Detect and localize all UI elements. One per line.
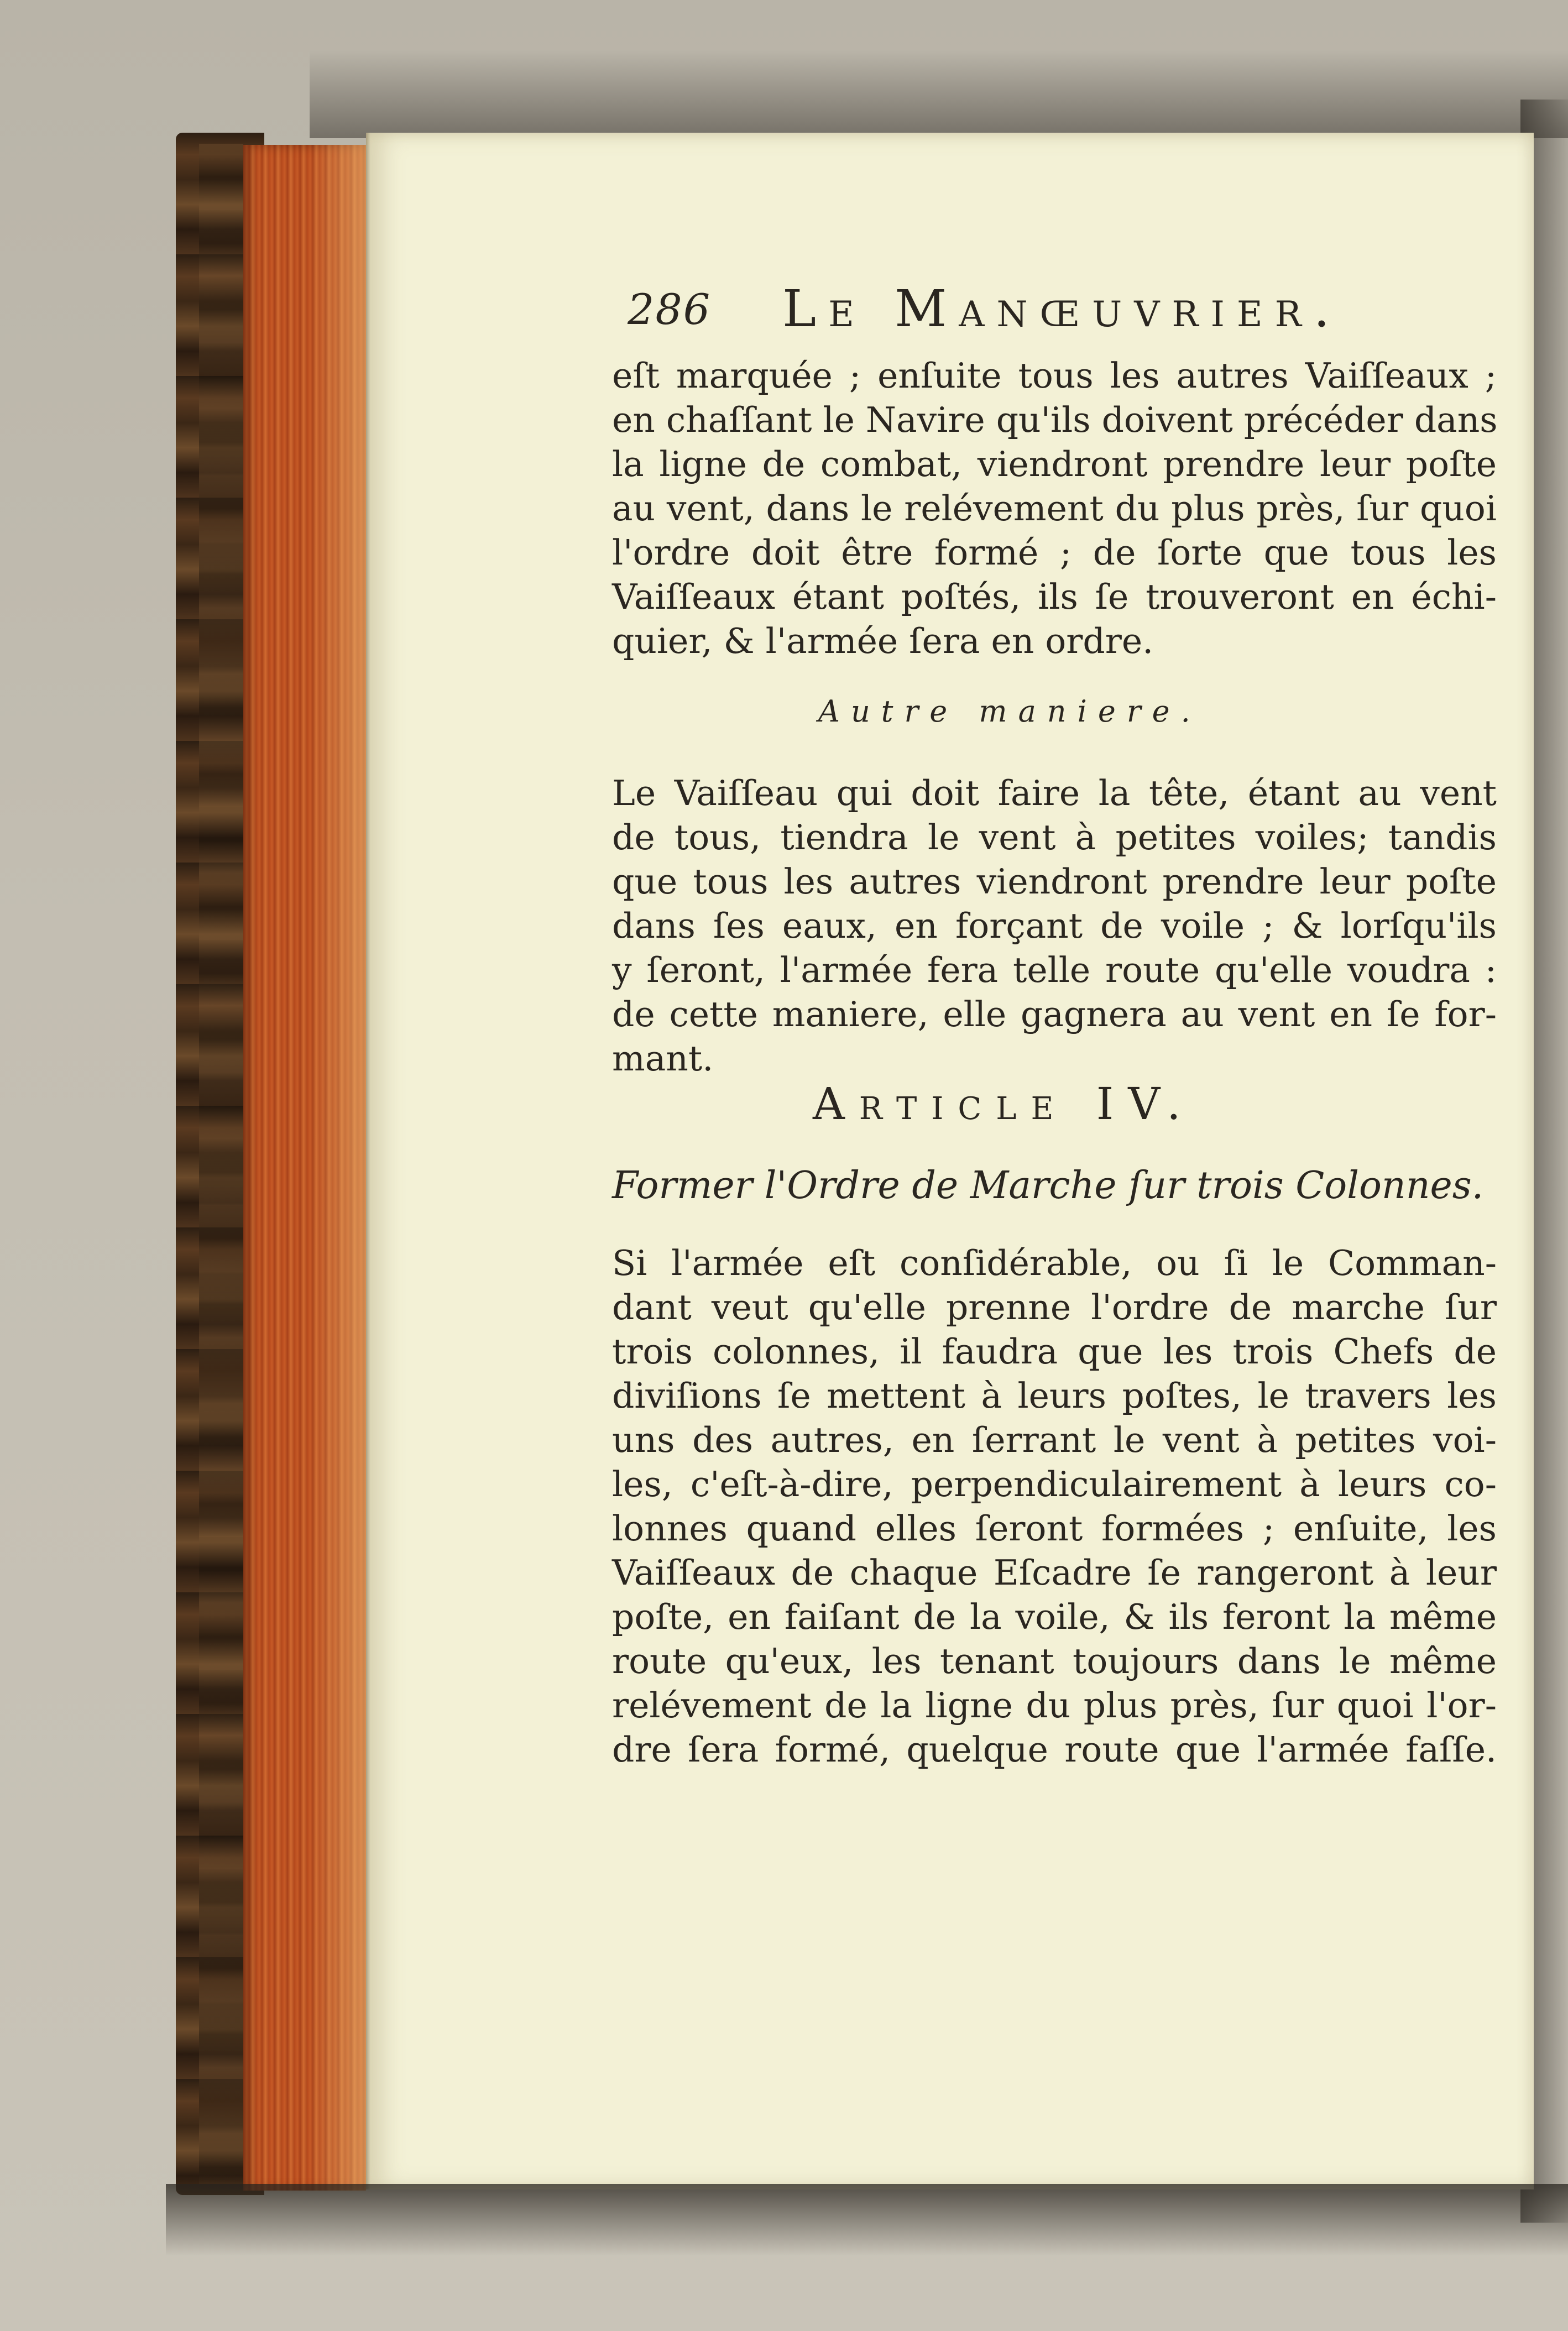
text-line: dant veut qu'elle prenne l'ordre de marche ſur: [612, 1287, 1497, 1327]
bottom-shadow: [166, 2184, 1568, 2256]
text-line: uns des autres, en ſerrant le vent à petites voi-: [612, 1420, 1497, 1460]
running-title: Le Manœuvrier.: [782, 279, 1342, 338]
text-line: au vent, dans le relévement du plus près, ſur quoi: [612, 488, 1497, 529]
text-line: diviſions ſe mettent à leurs poſtes, le travers les: [612, 1376, 1497, 1416]
text-line: Si l'armée eſt conſidérable, ou ſi le Comman-: [612, 1243, 1497, 1283]
text-line: poſte, en faiſant de la voile, & ils feront la même: [612, 1597, 1497, 1637]
text-line: eſt marquée ; enſuite tous les autres Vaiſſeaux ;: [612, 356, 1497, 396]
text-line: trois colonnes, il faudra que les trois Chefs de: [612, 1331, 1497, 1372]
text-line: dans ſes eaux, en forçant de voile ; & lorſqu'ils: [612, 906, 1497, 946]
text-line: relévement de la ligne du plus près, ſur quoi l'or-: [612, 1685, 1497, 1726]
text-line: lonnes quand elles ſeront formées ; enſuite, les: [612, 1508, 1497, 1549]
subheading: Autre maniere.: [818, 694, 1201, 729]
page-number: 286: [628, 285, 712, 334]
text-line: dre ſera formé, quelque route que l'armée faſſe.: [612, 1729, 1497, 1770]
page-gutter: [366, 133, 370, 2189]
book-cover-grain: [199, 144, 243, 2184]
text-line: l'ordre doit être formé ; de ſorte que tous les: [612, 532, 1497, 573]
text-line: y ſeront, l'armée fera telle route qu'elle voudra :: [612, 950, 1497, 990]
text-line: mant.: [612, 1038, 714, 1079]
text-line: Vaiſſeaux de chaque Eſcadre ſe rangeront à leur: [612, 1553, 1497, 1593]
text-line: quier, & l'armée ſera en ordre.: [612, 621, 1154, 661]
page-edges-highlight: [310, 145, 366, 2191]
text-line: de tous, tiendra le vent à petites voiles; tandis: [612, 817, 1497, 858]
running-head: [628, 279, 1490, 340]
text-line: les, c'eſt-à-dire, perpendiculairement à leurs co-: [612, 1464, 1497, 1504]
top-shadow: [310, 50, 1568, 138]
text-line: de cette maniere, elle gagnera au vent en ſe for-: [612, 994, 1497, 1034]
text-line: la ligne de combat, viendront prendre leur poſte: [612, 444, 1497, 484]
article-heading: Article IV.: [813, 1078, 1195, 1130]
text-line: que tous les autres viendront prendre leur poſte: [612, 861, 1497, 902]
text-line: route qu'eux, les tenant toujours dans le même: [612, 1641, 1497, 1681]
text-line: en chaſſant le Navire qu'ils doivent précéder dans: [612, 400, 1498, 440]
text-line: Vaiſſeaux étant poſtés, ils ſe trouveront en échi-: [612, 577, 1497, 617]
text-line: Le Vaiſſeau qui doit faire la tête, étant au vent: [612, 773, 1497, 813]
section-title: Former l'Ordre de Marche ſur trois Colonnes.: [612, 1164, 1484, 1208]
